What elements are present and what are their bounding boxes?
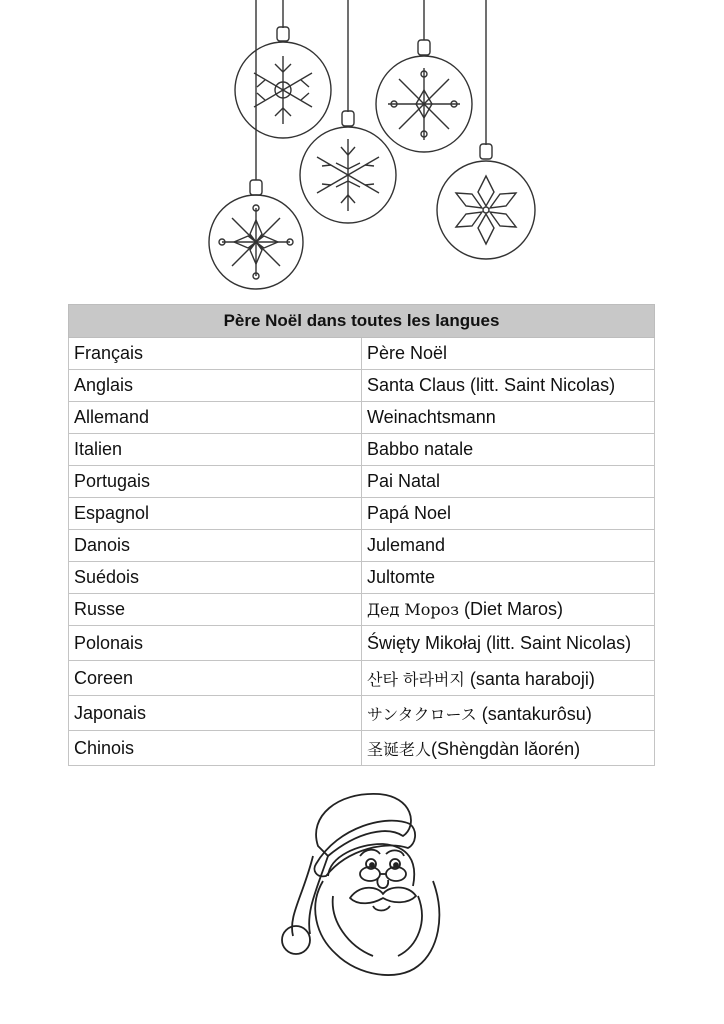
santa-name: (Diet Maros) <box>459 599 564 619</box>
ornament-ball-4 <box>437 144 535 259</box>
santa-mouth <box>373 906 390 911</box>
santa-name-cell <box>362 661 655 696</box>
santa-name: Pai Natal <box>367 471 441 491</box>
table-row <box>69 626 655 661</box>
language-cell: Français <box>69 338 362 370</box>
santa-name: (Shèngdàn lǎorén) <box>431 738 581 759</box>
santa-languages-table <box>68 304 655 766</box>
santa-name: (santakurôsu) <box>476 703 592 724</box>
santa-name-cell <box>362 731 655 766</box>
santa-nose <box>377 878 388 888</box>
santa-native-name: 圣诞老人 <box>367 739 432 759</box>
santa-name-cell <box>362 498 655 530</box>
table-row <box>69 434 655 466</box>
language-cell: Japonais <box>69 696 362 731</box>
christmas-ornaments-illustration <box>0 0 724 300</box>
language-cell: Italien <box>69 434 362 466</box>
language-cell: Polonais <box>69 626 362 661</box>
santa-hat-pompom <box>282 926 310 954</box>
language-cell: Coreen <box>69 661 362 696</box>
table-row <box>69 402 655 434</box>
table-row <box>69 370 655 402</box>
table-row <box>69 731 655 766</box>
language-cell: Portugais <box>69 466 362 498</box>
santa-name-cell <box>362 434 655 466</box>
santa-name-cell <box>362 402 655 434</box>
table-row <box>69 661 655 696</box>
santa-name: Julemand <box>367 535 446 555</box>
santa-name: Jultomte <box>367 567 436 587</box>
table-title: Père Noël dans toutes les langues <box>69 305 655 338</box>
table-header-row <box>69 305 655 338</box>
table-row <box>69 498 655 530</box>
santa-beard-detail <box>333 896 422 956</box>
table-row <box>69 696 655 731</box>
santa-name: Weinachtsmann <box>367 407 496 427</box>
santa-name-cell <box>362 370 655 402</box>
santa-eyebrows <box>360 850 404 856</box>
language-cell: Suédois <box>69 562 362 594</box>
table-row <box>69 338 655 370</box>
table-row <box>69 530 655 562</box>
santa-name: Święty Mikołaj (litt. Saint Nicolas) <box>367 632 632 653</box>
language-cell: Anglais <box>69 370 362 402</box>
language-cell: Allemand <box>69 402 362 434</box>
santa-name-cell <box>362 530 655 562</box>
language-cell: Chinois <box>69 731 362 766</box>
santa-native-name: Дед Мороз <box>367 600 460 619</box>
santa-moustache <box>350 888 416 904</box>
santa-name-cell <box>362 594 655 626</box>
table-row <box>69 562 655 594</box>
language-cell: Russe <box>69 594 362 626</box>
santa-native-name: 산타 하라버지 <box>367 669 465 689</box>
santa-name-cell <box>362 562 655 594</box>
table-row <box>69 466 655 498</box>
santa-claus-illustration <box>268 786 468 986</box>
santa-name: Père Noël <box>367 343 448 363</box>
santa-name: Papá Noel <box>367 503 452 523</box>
santa-name: Santa Claus (litt. Saint Nicolas) <box>367 375 616 395</box>
table-row <box>69 594 655 626</box>
santa-native-name: サンタクロース <box>367 704 477 724</box>
ornament-ball-3 <box>376 40 472 152</box>
santa-hat-tail <box>309 856 328 934</box>
ornament-ball-5 <box>209 180 303 289</box>
santa-name-cell <box>362 338 655 370</box>
santa-name-cell <box>362 466 655 498</box>
santa-name-cell <box>362 626 655 661</box>
ornament-ball-1 <box>235 27 331 138</box>
santa-name: Babbo natale <box>367 439 474 459</box>
santa-name-cell <box>362 696 655 731</box>
language-cell: Danois <box>69 530 362 562</box>
language-cell: Espagnol <box>69 498 362 530</box>
santa-name: (santa haraboji) <box>464 668 595 689</box>
